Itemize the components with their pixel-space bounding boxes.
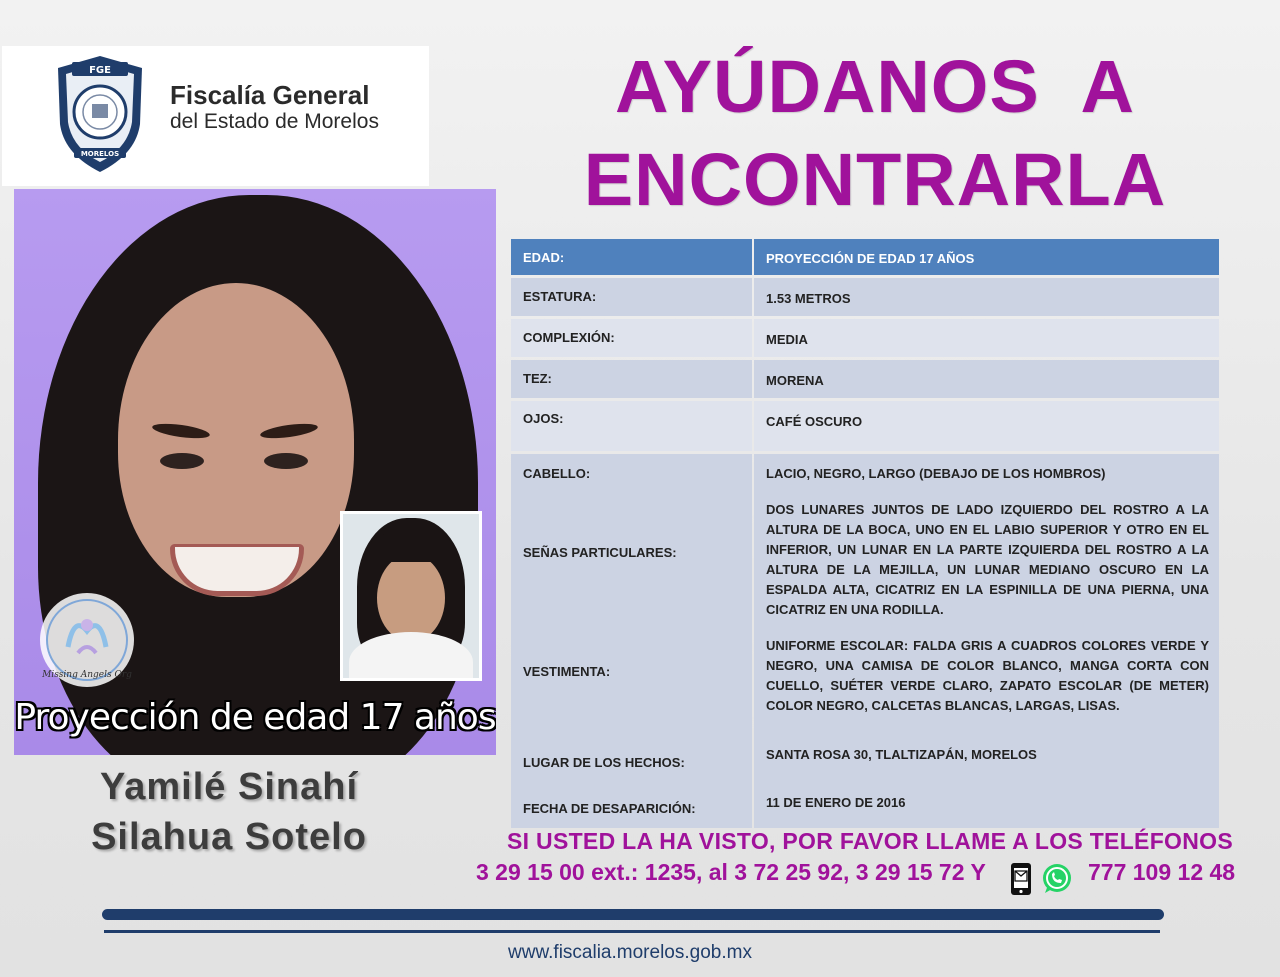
mobile-phone-icon [1010, 862, 1032, 896]
label-senas: SEÑAS PARTICULARES: [523, 545, 677, 560]
label-complexion: COMPLEXIÓN: [523, 330, 615, 345]
missing-angels-logo-icon [38, 591, 136, 689]
table-value-cell [754, 360, 1219, 398]
value-cabello: LACIO, NEGRO, LARGO (DEBAJO DE LOS HOMBROS) [766, 466, 1106, 481]
agency-logo-block [2, 46, 429, 186]
table-value-cell [754, 278, 1219, 316]
footer-divider-thick [102, 909, 1164, 920]
table-value-cell [754, 319, 1219, 357]
table-label-cell [511, 278, 752, 316]
value-senas: DOS LUNARES JUNTOS DE LADO IZQUIERDO DEL ROSTRO A LA ALTURA DE LA BOCA, UNO EN EL LABIO SUPERIOR Y OTRO EN EL INFERIOR, UN LUNAR EN LA PARTE IZQUIERDA DEL ROSTRO A LA ALTURA DE LA MEJILLA, UN LUNAR MEDIANO OSCURO EN LA ESPALDA ALTA, CICATRIZ EN LA ESPINILLA DE UNA PIERNA, UNA CICATRIZ EN UNA RODILLA. [766, 502, 1209, 617]
label-tez: TEZ: [523, 371, 552, 386]
shield-badge-icon [52, 54, 148, 174]
table-value-cell [754, 401, 1219, 451]
photo-eye-left [160, 453, 204, 469]
table-label-cell [511, 401, 752, 451]
table-row-complexion [511, 319, 1219, 357]
phone-numbers: 3 29 15 00 ext.: 1235, al 3 72 25 92, 3 29 15 72 Y [476, 859, 986, 885]
value-vestimenta: UNIFORME ESCOLAR: FALDA GRIS A CUADROS COLORES VERDE Y NEGRO, UNA CAMISA DE COLOR BLANCO, MANGA CORTA CON CUELLO, SUÉTER VERDE CLARO, ZAPATO ESCOLAR (DE METER) COLOR NEGRO, CALCETAS BLANCAS, LARGAS, LISAS. [766, 638, 1209, 713]
missing-person-photo [14, 189, 496, 755]
table-label-cell [511, 454, 752, 828]
label-fecha: FECHA DE DESAPARICIÓN: [523, 801, 696, 816]
logo-abbr-text: FGE [89, 65, 111, 76]
whatsapp-number: 777 109 12 48 [1088, 859, 1236, 885]
value-lugar: SANTA ROSA 30, TLALTIZAPÁN, MORELOS [766, 747, 1037, 762]
person-name-line-2: Silahua Sotelo [91, 816, 367, 858]
whatsapp-icon [1040, 862, 1074, 896]
table-row-edad [511, 239, 1219, 275]
value-fecha: 11 DE ENERO DE 2016 [766, 795, 906, 810]
value-tez: MORENA [766, 373, 824, 388]
details-table [511, 239, 1219, 828]
label-ojos: OJOS: [523, 411, 564, 426]
person-name-line-1: Yamilé Sinahí [100, 766, 358, 808]
value-estatura: 1.53 METROS [766, 291, 851, 306]
headline-line-1: AYÚDANOS A [615, 45, 1135, 128]
logo-state-text: MORELOS [80, 150, 120, 158]
value-edad: PROYECCIÓN DE EDAD 17 AÑOS [766, 251, 975, 266]
headline-line-2: ENCONTRARLA [583, 138, 1167, 221]
table-row-ojos [511, 401, 1219, 451]
call-to-action: SI USTED LA HA VISTO, POR FAVOR LLAME A LOS TELÉFONOS [507, 828, 1233, 854]
label-cabello: CABELLO: [523, 466, 591, 481]
label-vestimenta: VESTIMENTA: [523, 664, 611, 679]
projection-caption: Proyección de edad 17 años [14, 697, 496, 738]
org-subtitle: del Estado de Morelos [170, 110, 379, 133]
table-value-cell [754, 454, 1219, 828]
label-lugar: LUGAR DE LOS HECHOS: [523, 755, 685, 770]
badge-text: Missing Angels Org [42, 670, 132, 680]
photo-eye-right [264, 453, 308, 469]
table-label-cell [511, 360, 752, 398]
website-link[interactable]: www.fiscalia.morelos.gob.mx [508, 942, 752, 963]
label-estatura: ESTATURA: [523, 289, 597, 304]
table-value-cell [754, 239, 1219, 275]
value-ojos: CAFÉ OSCURO [766, 414, 863, 429]
table-row-details-block [511, 454, 1219, 828]
inset-face-shape [377, 554, 445, 642]
footer-divider-thin [104, 930, 1160, 933]
org-name: Fiscalía General [170, 80, 370, 110]
table-label-cell [511, 239, 752, 275]
table-label-cell [511, 319, 752, 357]
label-edad: EDAD: [523, 250, 565, 265]
inset-bangs-shape [371, 532, 451, 562]
table-row-tez [511, 360, 1219, 398]
table-row-estatura [511, 278, 1219, 316]
inset-original-photo [340, 511, 482, 681]
value-complexion: MEDIA [766, 332, 808, 347]
